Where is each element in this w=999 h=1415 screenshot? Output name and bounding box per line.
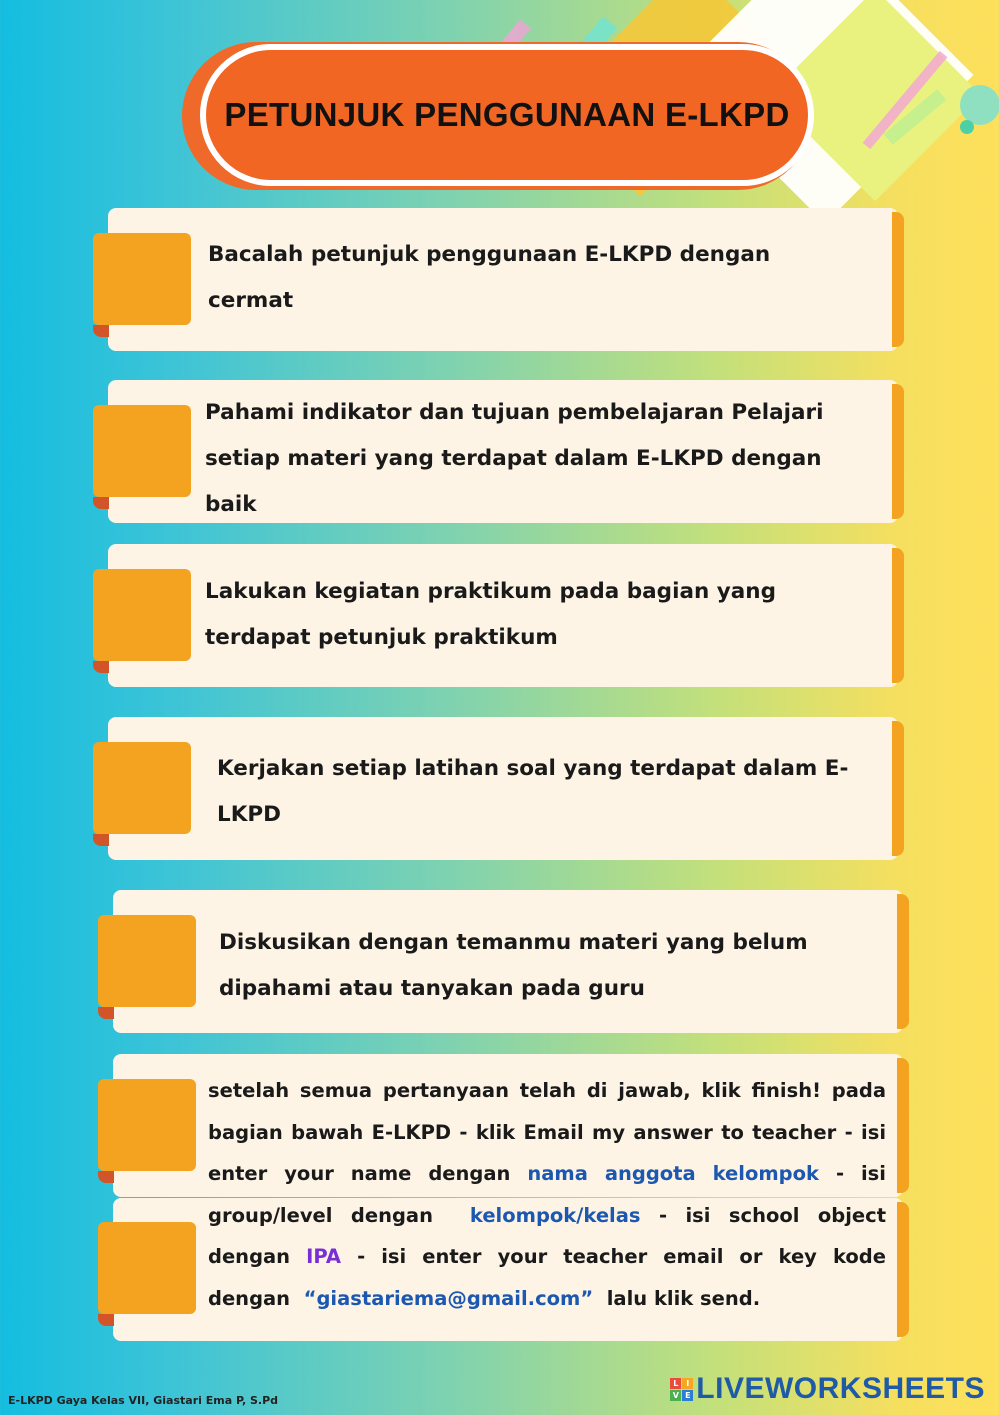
brand-name: LIVEWORKSHEETS <box>696 1372 985 1405</box>
highlight-subject: IPA <box>306 1245 341 1268</box>
highlight-teacher-email: “giastariema@gmail.com” <box>303 1286 594 1310</box>
step-tab-6b <box>98 1222 196 1314</box>
step-text-4: Kerjakan setiap latihan soal yang terdapat dalam E-LKPD <box>217 756 849 827</box>
step-tab-2 <box>93 405 191 497</box>
final-step-part: lalu klik send. <box>606 1286 761 1310</box>
liveworksheets-logo-icon <box>670 1378 693 1401</box>
title-banner <box>200 44 814 186</box>
page-title: PETUNJUK PENGGUNAAN E-LKPD <box>224 96 790 133</box>
logo-letter: L <box>670 1378 681 1389</box>
decor-circle <box>960 120 974 134</box>
step-tab-1 <box>93 233 191 325</box>
final-step-text <box>208 1070 886 1319</box>
step-tab-6a <box>98 1079 196 1171</box>
highlight-group-members: nama anggota kelompok <box>527 1162 819 1185</box>
logo-letter: V <box>670 1390 681 1401</box>
final-step-part: - isi school object dengan <box>208 1203 887 1268</box>
step-tab-3 <box>93 569 191 661</box>
liveworksheets-brand[interactable] <box>670 1372 985 1406</box>
decor-circle <box>960 85 999 125</box>
step-text-5: Diskusikan dengan temanmu materi yang belum dipahami atau tanyakan pada guru <box>219 930 808 1001</box>
final-step-part: - isi enter your teacher email or key kode dengan <box>208 1245 886 1310</box>
footer-credit: E-LKPD Gaya Kelas VII, Giastari Ema P, S.Pd <box>8 1394 279 1407</box>
step-tab-5 <box>98 915 196 1007</box>
logo-letter: E <box>682 1390 693 1401</box>
step-text-2: Pahami indikator dan tujuan pembelajaran Pelajari setiap materi yang terdapat dalam E-LKPD dengan baik <box>205 400 824 517</box>
final-step-part: setelah semua pertanyaan telah di jawab, klik finish! pada bagian bawah E-LKPD - klik Email my answer to teacher - isi enter your name dengan <box>208 1079 886 1185</box>
final-step-part: - isi group/level dengan <box>208 1162 886 1227</box>
logo-letter: I <box>682 1378 693 1389</box>
highlight-group-class: kelompok/kelas <box>469 1203 641 1227</box>
step-text-1: Bacalah petunjuk penggunaan E-LKPD dengan cermat <box>208 242 771 313</box>
step-text-3: Lakukan kegiatan praktikum pada bagian yang terdapat petunjuk praktikum <box>205 579 776 650</box>
step-tab-4 <box>93 742 191 834</box>
